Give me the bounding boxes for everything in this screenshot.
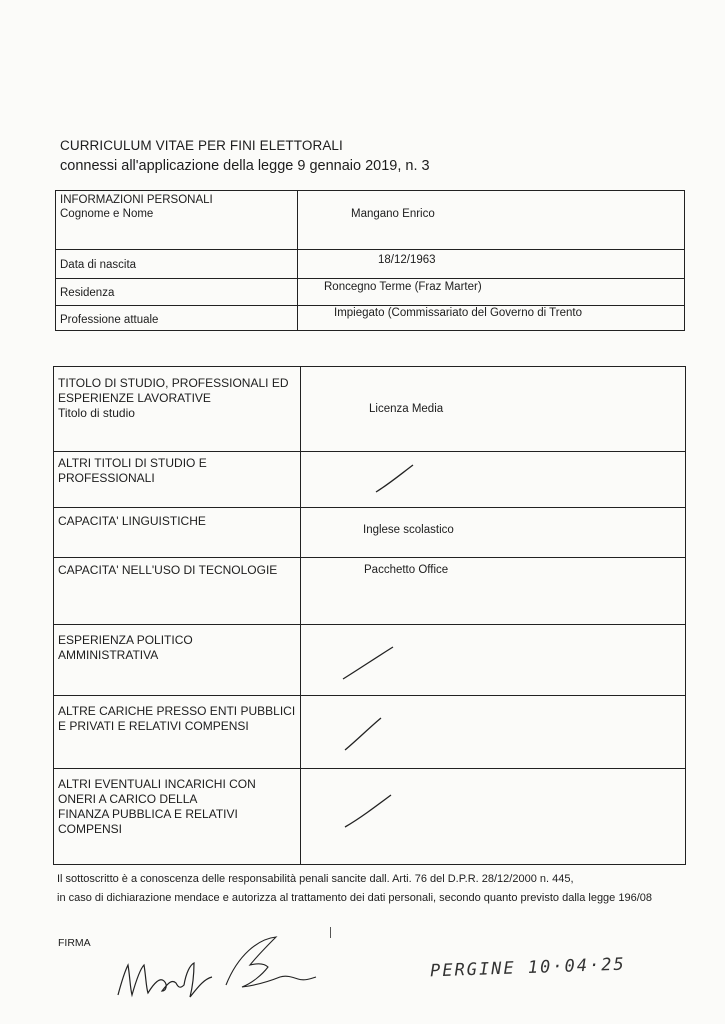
declaration-line: in caso di dichiarazione mendace e autorizza al trattamento dei dati personali, secondo quanto previsto dalla legge 196/08 xyxy=(57,892,652,904)
table-row xyxy=(54,769,686,865)
residence-label-cell xyxy=(56,279,298,306)
name-label: Cognome e Nome xyxy=(60,208,154,220)
public-roles-label-line: E PRIVATI E RELATIVI COMPENSI xyxy=(58,719,249,733)
document-subtitle: connessi all'applicazione della legge 9 gennaio 2019, n. 3 xyxy=(60,158,430,174)
languages-value: Inglese scolastico xyxy=(363,524,454,536)
study-value-cell xyxy=(301,367,686,452)
name-value-cell xyxy=(298,191,685,250)
study-label-line: Titolo di studio xyxy=(58,406,135,420)
table-row xyxy=(56,306,685,331)
tech-label: CAPACITA' NELL'USO DI TECNOLOGIE xyxy=(58,563,278,577)
public-roles-label-cell xyxy=(54,696,301,769)
declaration-line: Il sottoscritto è a conoscenza delle responsabilità penali sancite dall. Arti. 76 del D.P.R. 28/12/2000 n. 445, xyxy=(57,873,574,885)
profession-label: Professione attuale xyxy=(60,314,159,326)
name-value: Mangano Enrico xyxy=(351,208,435,220)
study-label-line: ESPERIENZE LAVORATIVE xyxy=(58,391,211,405)
not-applicable-dash xyxy=(341,714,391,756)
name-label-cell xyxy=(56,191,298,250)
table-row xyxy=(56,191,685,250)
languages-value-cell xyxy=(301,508,686,558)
not-applicable-dash xyxy=(341,791,397,833)
profession-value-cell xyxy=(298,306,685,331)
birth-label: Data di nascita xyxy=(60,259,137,271)
other-roles-label-cell xyxy=(54,769,301,865)
birth-label-cell xyxy=(56,250,298,279)
political-value-cell xyxy=(301,625,686,696)
tech-value-cell xyxy=(301,558,686,625)
table-row xyxy=(54,625,686,696)
table-row xyxy=(54,367,686,452)
profession-label-cell xyxy=(56,306,298,331)
education-table xyxy=(53,366,686,865)
document-title: CURRICULUM VITAE PER FINI ELETTORALI xyxy=(60,138,343,153)
not-applicable-dash xyxy=(339,643,399,685)
study-label-line: TITOLO DI STUDIO, PROFESSIONALI ED xyxy=(58,376,289,390)
table-row xyxy=(56,279,685,306)
section-label: INFORMAZIONI PERSONALI xyxy=(60,194,213,206)
other-roles-label-line: ONERI A CARICO DELLA xyxy=(58,792,198,806)
tech-value: Pacchetto Office xyxy=(364,564,449,576)
personal-info-table xyxy=(55,190,685,331)
other-roles-label-line: ALTRI EVENTUALI INCARICHI CON xyxy=(58,777,256,791)
other-titles-label-cell xyxy=(54,452,301,508)
birth-value-cell xyxy=(298,250,685,279)
table-row xyxy=(54,452,686,508)
profession-value: Impiegato (Commissariato del Governo di Trento xyxy=(334,307,582,319)
languages-label: CAPACITA' LINGUISTICHE xyxy=(58,514,206,528)
tech-label-cell xyxy=(54,558,301,625)
place-and-date: PERGINE 10·04·25 xyxy=(429,954,627,982)
political-label-line: ESPERIENZA POLITICO xyxy=(58,633,193,647)
political-label-cell xyxy=(54,625,301,696)
table-row xyxy=(56,250,685,279)
other-titles-label-line: ALTRI TITOLI DI STUDIO E xyxy=(58,456,207,470)
other-roles-label-line: FINANZA PUBBLICA E RELATIVI xyxy=(58,807,238,821)
public-roles-label-line: ALTRE CARICHE PRESSO ENTI PUBBLICI xyxy=(58,704,296,718)
not-applicable-dash xyxy=(371,462,421,496)
birth-value: 18/12/1963 xyxy=(378,254,436,266)
residence-label: Residenza xyxy=(60,287,115,299)
signature-label: FIRMA xyxy=(58,937,91,949)
handwritten-signature xyxy=(108,925,338,1015)
residence-value-cell xyxy=(298,279,685,306)
political-label-line: AMMINISTRATIVA xyxy=(58,648,159,662)
table-row xyxy=(54,696,686,769)
public-roles-value-cell xyxy=(301,696,686,769)
table-row xyxy=(54,508,686,558)
other-roles-label-line: COMPENSI xyxy=(58,822,123,836)
other-roles-value-cell xyxy=(301,769,686,865)
languages-label-cell xyxy=(54,508,301,558)
other-titles-value-cell xyxy=(301,452,686,508)
study-label-cell xyxy=(54,367,301,452)
residence-value: Roncegno Terme (Fraz Marter) xyxy=(324,281,482,293)
other-titles-label-line: PROFESSIONALI xyxy=(58,471,155,485)
study-value: Licenza Media xyxy=(369,403,444,415)
table-row xyxy=(54,558,686,625)
